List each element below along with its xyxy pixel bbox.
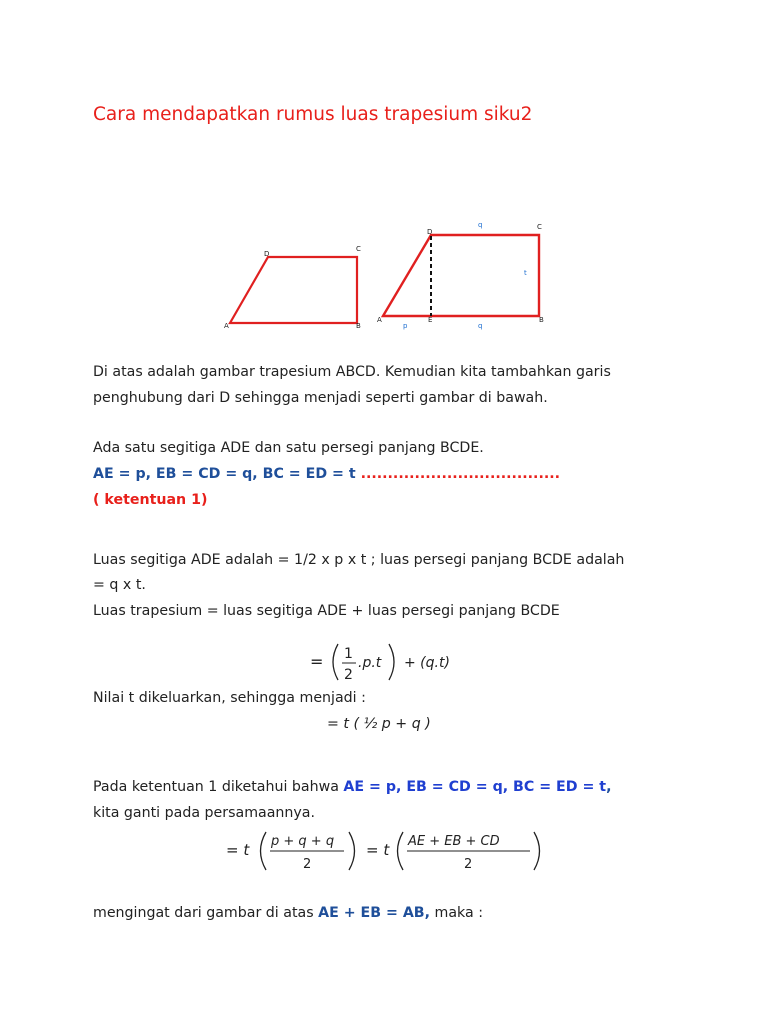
label-d: D [427, 228, 433, 236]
fraction-numerator-2: AE + EB + CD [408, 834, 500, 849]
label-d: D [264, 250, 270, 258]
label-b: B [539, 316, 544, 324]
paragraph-line: Nilai t dikeluarkan, sehingga menjadi : [93, 690, 366, 706]
fraction-denominator-2: 2 [464, 857, 473, 872]
paragraph-line: Ada satu segitiga ADE dan satu persegi panjang BCDE. [93, 440, 484, 456]
mengingat-equation: AE + EB = AB, [318, 905, 431, 921]
formula-luas [300, 636, 470, 688]
trapezoid-abcd-shape [230, 257, 357, 323]
trapezoid-figures [0, 0, 768, 360]
label-a: A [224, 322, 229, 330]
label-b: B [356, 322, 361, 330]
fraction-denominator: 2 [344, 667, 353, 683]
label-a: A [377, 316, 382, 324]
fraction-numerator: 1 [344, 646, 353, 662]
label-q-bottom: q [478, 322, 483, 330]
paragraph-line: Di atas adalah gambar trapesium ABCD. Kemudian kita tambahkan garis [93, 364, 611, 380]
fraction-denominator-1: 2 [303, 857, 312, 872]
trapezoid-split-shape [383, 235, 539, 316]
ketentuan-equation: AE = p, EB = CD = q, BC = ED = t [93, 466, 356, 482]
paren-left-1 [261, 832, 267, 870]
formula-pt: .p.t [358, 655, 382, 671]
paragraph-line: kita ganti pada persamaannya. [93, 805, 315, 821]
paragraph-line: Luas segitiga ADE adalah = 1/2 x p x t ; luas persegi panjang BCDE adalah [93, 552, 625, 568]
label-c: C [356, 245, 361, 253]
ketentuan-dots: ..................................... [355, 466, 561, 482]
formula-eq2: = t [366, 841, 390, 859]
paren-right [389, 644, 394, 680]
label-p: p [403, 322, 408, 330]
label-t: t [524, 269, 527, 277]
fraction-numerator-1: p + q + q [271, 834, 335, 849]
paragraph-line [93, 779, 611, 795]
pada-equation: AE = p, EB = CD = q, BC = ED = t [343, 779, 607, 795]
paren-right-2 [534, 832, 540, 870]
paragraph-line [93, 905, 483, 921]
ketentuan-line [93, 466, 560, 482]
trapezoid-abcd-figure [224, 245, 361, 330]
trapezoid-split-figure [377, 221, 544, 330]
page-title: Cara mendapatkan rumus luas trapesium siku2 [93, 104, 533, 125]
pada-comma: , [606, 779, 612, 795]
formula-eq1: = t [226, 841, 250, 859]
label-e: E [428, 316, 433, 324]
paren-right-1 [349, 832, 355, 870]
formula-substitution [218, 824, 548, 878]
formula-equals: = [310, 652, 324, 671]
paragraph-line: Luas trapesium = luas segitiga ADE + luas persegi panjang BCDE [93, 603, 560, 619]
label-c: C [537, 223, 542, 231]
paragraph-line: penghubung dari D sehingga menjadi seperti gambar di bawah. [93, 390, 548, 406]
mengingat-suffix: maka : [430, 905, 483, 921]
mengingat-prefix: mengingat dari gambar di atas [93, 905, 319, 921]
paren-left [333, 644, 338, 680]
formula-factored: = t ( ½ p + q ) [327, 716, 431, 732]
label-q-top: q [478, 221, 483, 229]
paragraph-line: = q x t. [93, 577, 146, 593]
pada-prefix: Pada ketentuan 1 diketahui bahwa [93, 779, 344, 795]
formula-qt: + (q.t) [404, 655, 450, 671]
ketentuan-label: ( ketentuan 1) [93, 492, 208, 508]
paren-left-2 [398, 832, 404, 870]
